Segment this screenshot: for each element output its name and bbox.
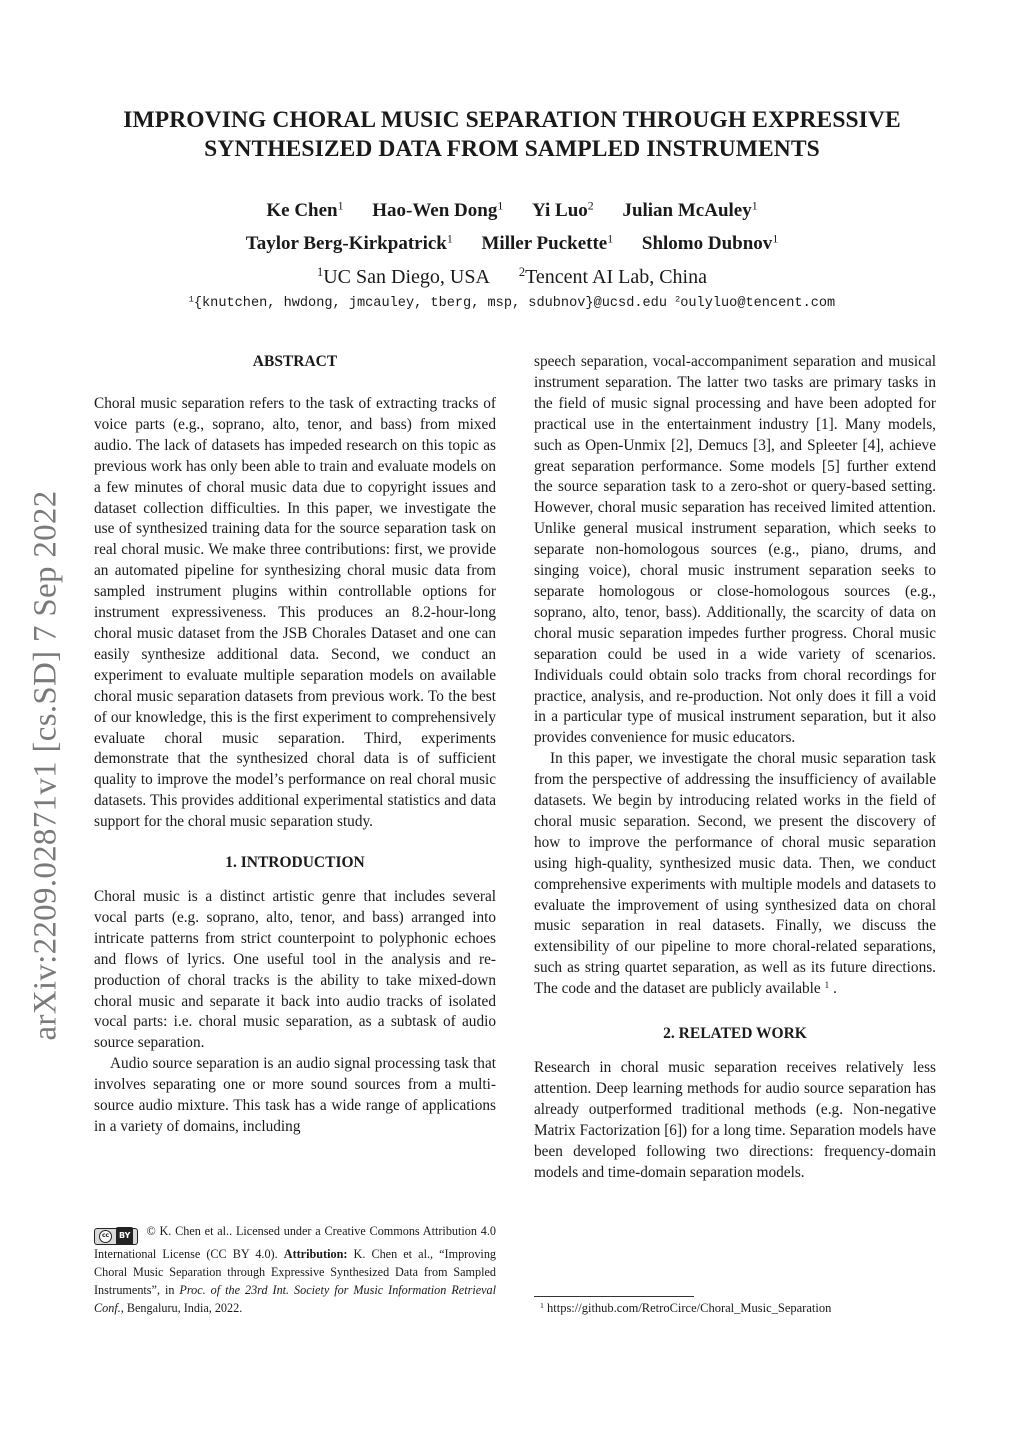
title-line-2: SYNTHESIZED DATA FROM SAMPLED INSTRUMENTS — [204, 136, 820, 162]
abstract-text: Choral music separation refers to the task of extracting tracks of voice parts (e.g., soprano, alto, tenor, and bass) from mixed audio. The lack of datasets has impeded research on this topic as previous work has only been able to train and evaluate models on a few minutes of choral music data due to copyright issues and dataset collection difficulties. In this paper, we investigate the use of synthesized training data for the source separation task on real choral music. We make three contributions: first, we provide an automated pipeline for synthesizing choral music data from sampled instrument plugins within controllable options for instrument expressiveness. This produces an 8.2-hour-long choral music dataset from the JSB Chorales Dataset and one can easily synthesize additional data. Second, we conduct an experiment to evaluate multiple separation models on available choral music separation datasets from previous work. To the best of our knowledge, this is the first experiment to comprehensively evaluate choral music separation. Third, experiments demonstrate that the synthesized choral data is of sufficient quality to improve the model’s performance on real choral music datasets. This provides additional experimental statistics and data support for the choral music separation study. — [94, 395, 496, 831]
related-work-paragraph-1: Research in choral music separation receives relatively less attention. Deep learning methods for audio source separation has already outperformed traditional methods (e.g. Non-negative Matrix Factorization [6]) for a long time. Separation models have been developed following two directions: frequency-domain models and time-domain separation models. — [534, 1059, 936, 1181]
affiliations — [80, 265, 944, 289]
right-column — [534, 352, 936, 1184]
author: Yi Luo$^2$ — [532, 199, 594, 221]
affiliation: $^1$UC San Diego, USA — [317, 265, 490, 288]
license-notice: cc BY © K. Chen et al.. Licensed under a Creative Commons Attribution 4.0 International License (CC BY 4.0). Attribution: K. Chen et al., “Improving Choral Music Separation through Expressive Synthesized Data from Sampled Instruments”, in Proc. of the 23rd Int. Society for Music Information Retrieval Conf., Bengaluru, India, 2022. — [94, 1224, 497, 1315]
author: Taylor Berg-Kirkpatrick$^1$ — [245, 232, 453, 254]
author-emails: $^1${knutchen, hwdong, jmcauley, tberg, msp, sdubnov}@ucsd.edu $^2$oulyluo@tencent.com — [188, 294, 836, 311]
abstract-heading: ABSTRACT — [252, 353, 338, 370]
footnote-marker: 1 — [824, 980, 830, 991]
arxiv-identifier-stamp — [16, 460, 76, 1070]
introduction-paragraph-2-continued: speech separation, vocal-accompaniment separation and musical instrument separation. The latter two tasks are primary tasks in the field of music signal processing and have been adopted for practical use in the entertainment industry [1]. Many models, such as Open-Unmix [2], Demucs [3], and Spleeter [4], achieve great separation performance. Some models [5] further extend the source separation task to a zero-shot or query-based setting. However, choral music separation has received limited attention. Unlike general musical instrument separation, which seeks to separate non-homologous sources (e.g., piano, drums, and singing voice), choral music instrument separation seeks to separate homologous or close-homologous sources (e.g., soprano, alto, tenor, bass). Additionally, the scarcity of data on choral music separation impedes further progress. Choral music separation could be used in a wide variety of scenarios. Individuals could obtain solo tracks from choral recordings for practice, analysis, and re-production. Not only does it fill a void in a particular type of musical instrument separation, but it also provides convenience for music educators. — [534, 353, 936, 747]
introduction-paragraph-3: In this paper, we investigate the choral music separation task from the perspective of addressing the insufficiency of available datasets. We begin by introducing related works in the field of choral music separation. Second, we present the discovery of how to improve the performance of choral music separation using high-quality, synthesized music data. Then, we conduct comprehensive experiments with multiple models and datasets to evaluate the improvement of using synthesized data on choral music separation in real datasets. Finally, we discuss the extensibility of our pipeline to more choral-related separations, such as string quartet separation, as well as its future directions. The code and the dataset are publicly available $^1$ . — [534, 750, 936, 998]
venue-name: Proc. of the 23rd Int. Society for Music Information Retrieval Conf. — [94, 1282, 497, 1315]
author-row-2 — [80, 232, 944, 256]
introduction-heading: 1. INTRODUCTION — [225, 854, 365, 872]
author: Shlomo Dubnov$^1$ — [641, 232, 779, 254]
cc-circle-icon: cc — [99, 1230, 112, 1243]
author-row-1 — [80, 199, 944, 223]
footnote-1: $^1$ https://github.com/RetroCirce/Choral_Music_Separation — [540, 1300, 832, 1315]
arxiv-stamp-text: arXiv:2209.02871v1 [cs.SD] 7 Sep 2022 — [27, 489, 64, 1041]
paper-title — [80, 106, 944, 164]
author: Miller Puckette$^1$ — [481, 232, 614, 254]
related-work-heading: 2. RELATED WORK — [663, 1025, 807, 1043]
creative-commons-badge-icon — [94, 1228, 138, 1245]
footnote-divider — [534, 1296, 694, 1297]
introduction-paragraph-1: Choral music is a distinct artistic genre that includes several vocal parts (e.g. soprano, alto, tenor, and bass) arranged into intricate patterns from strict counterpoint to polyphonic echoes and flows of lyrics. One useful tool in the analysis and re-production of choral tracks is the ability to take mixed-down choral music and separate it back into audio tracks of isolated vocal parts: i.e. choral music separation, as a subtask of audio source separation. — [94, 888, 496, 1052]
by-label: BY — [116, 1227, 133, 1245]
repository-link[interactable]: https://github.com/RetroCirce/Choral_Music_Separation — [547, 1301, 832, 1315]
author: Julian McAuley$^1$ — [622, 199, 758, 221]
title-line-1: IMPROVING CHORAL MUSIC SEPARATION THROUGH EXPRESSIVE — [123, 107, 901, 133]
affiliation: $^2$Tencent AI Lab, China — [518, 265, 707, 288]
author: Hao-Wen Dong$^1$ — [372, 199, 504, 221]
left-column — [94, 352, 496, 1138]
introduction-paragraph-2: Audio source separation is an audio signal processing task that involves separating one or more sound sources from a multi-source audio mixture. This task has a wide range of applications in a variety of domains, including — [94, 1055, 496, 1135]
author: Ke Chen$^1$ — [266, 199, 344, 221]
attribution-label: Attribution: — [283, 1246, 348, 1261]
